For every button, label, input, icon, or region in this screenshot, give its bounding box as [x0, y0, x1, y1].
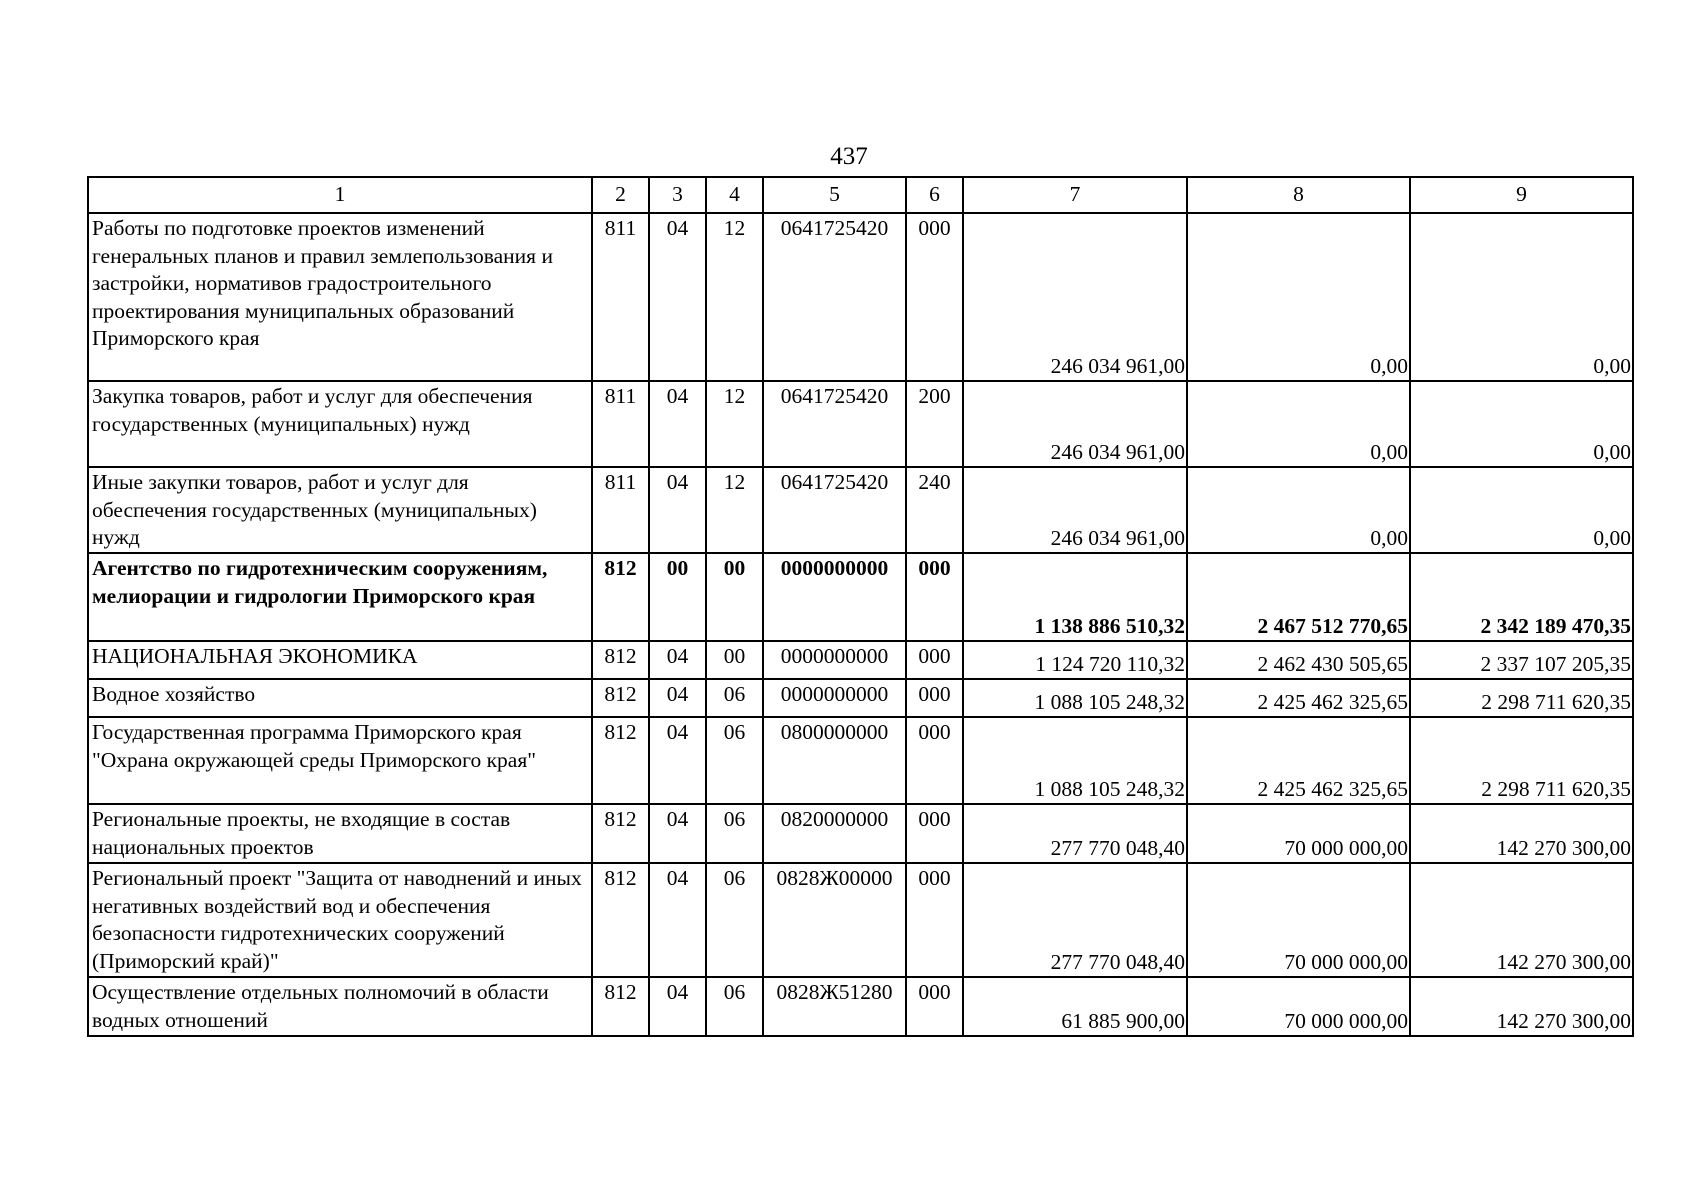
- code-cell: 812: [592, 717, 649, 804]
- code-cell: 0820000000: [763, 804, 906, 863]
- amount-cell: 142 270 300,00: [1410, 863, 1633, 977]
- table-row: [88, 863, 1633, 977]
- code-cell: 000: [906, 553, 963, 641]
- amount-cell: 142 270 300,00: [1410, 977, 1633, 1036]
- amount-cell: 2 337 107 205,35: [1410, 641, 1633, 679]
- table-row: [88, 804, 1633, 863]
- amount-cell: 1 088 105 248,32: [963, 679, 1187, 717]
- amount-cell: 0,00: [1410, 381, 1633, 467]
- code-cell: 000: [906, 863, 963, 977]
- code-cell: 04: [649, 213, 706, 381]
- code-cell: 812: [592, 804, 649, 863]
- amount-cell: 0,00: [1187, 213, 1410, 381]
- code-cell: 0641725420: [763, 381, 906, 467]
- code-cell: 000: [906, 641, 963, 679]
- amount-cell: 142 270 300,00: [1410, 804, 1633, 863]
- code-cell: 04: [649, 381, 706, 467]
- code-cell: 00: [649, 553, 706, 641]
- code-cell: 12: [706, 213, 763, 381]
- code-cell: 0641725420: [763, 213, 906, 381]
- column-header: 6: [906, 177, 963, 213]
- code-cell: 200: [906, 381, 963, 467]
- row-name: Осуществление отдельных полномочий в области водных отношений: [88, 977, 592, 1036]
- amount-cell: 0,00: [1187, 381, 1410, 467]
- code-cell: 811: [592, 467, 649, 553]
- table-row: [88, 553, 1633, 641]
- amount-cell: 61 885 900,00: [963, 977, 1187, 1036]
- amount-cell: 246 034 961,00: [963, 381, 1187, 467]
- code-cell: 04: [649, 717, 706, 804]
- column-header: 2: [592, 177, 649, 213]
- code-cell: 0828Ж51280: [763, 977, 906, 1036]
- code-cell: 0000000000: [763, 679, 906, 717]
- code-cell: 12: [706, 467, 763, 553]
- code-cell: 240: [906, 467, 963, 553]
- column-number-row: [88, 177, 1633, 213]
- code-cell: 812: [592, 641, 649, 679]
- amount-cell: 2 425 462 325,65: [1187, 717, 1410, 804]
- code-cell: 06: [706, 679, 763, 717]
- code-cell: 06: [706, 863, 763, 977]
- code-cell: 04: [649, 977, 706, 1036]
- code-cell: 04: [649, 863, 706, 977]
- code-cell: 06: [706, 804, 763, 863]
- code-cell: 812: [592, 553, 649, 641]
- budget-table: [87, 176, 1634, 1037]
- table-row: [88, 977, 1633, 1036]
- code-cell: 812: [592, 863, 649, 977]
- amount-cell: 70 000 000,00: [1187, 977, 1410, 1036]
- code-cell: 04: [649, 679, 706, 717]
- amount-cell: 2 298 711 620,35: [1410, 717, 1633, 804]
- column-header: 1: [88, 177, 592, 213]
- amount-cell: 2 298 711 620,35: [1410, 679, 1633, 717]
- row-name: Иные закупки товаров, работ и услуг для обеспечения государственных (муниципальных) нужд: [88, 467, 592, 553]
- code-cell: 00: [706, 553, 763, 641]
- row-name: Водное хозяйство: [88, 679, 592, 717]
- row-name: Работы по подготовке проектов изменений генеральных планов и правил землепользования и застройки, нормативов градостроительного проектирования муниципальных образований Приморского края: [88, 213, 592, 381]
- column-header: 3: [649, 177, 706, 213]
- code-cell: 000: [906, 804, 963, 863]
- amount-cell: 277 770 048,40: [963, 804, 1187, 863]
- amount-cell: 70 000 000,00: [1187, 863, 1410, 977]
- code-cell: 812: [592, 977, 649, 1036]
- table-row: [88, 679, 1633, 717]
- code-cell: 04: [649, 804, 706, 863]
- amount-cell: 2 462 430 505,65: [1187, 641, 1410, 679]
- code-cell: 000: [906, 717, 963, 804]
- row-name: Агентство по гидротехническим сооружениям, мелиорации и гидрологии Приморского края: [88, 553, 592, 641]
- row-name: Государственная программа Приморского края "Охрана окружающей среды Приморского края": [88, 717, 592, 804]
- code-cell: 000: [906, 977, 963, 1036]
- row-name: Закупка товаров, работ и услуг для обеспечения государственных (муниципальных) нужд: [88, 381, 592, 467]
- amount-cell: 2 425 462 325,65: [1187, 679, 1410, 717]
- code-cell: 04: [649, 641, 706, 679]
- amount-cell: 0,00: [1187, 467, 1410, 553]
- amount-cell: 0,00: [1410, 467, 1633, 553]
- code-cell: 000: [906, 679, 963, 717]
- amount-cell: 1 124 720 110,32: [963, 641, 1187, 679]
- column-header: 8: [1187, 177, 1410, 213]
- code-cell: 06: [706, 717, 763, 804]
- row-name: НАЦИОНАЛЬНАЯ ЭКОНОМИКА: [88, 641, 592, 679]
- code-cell: 0828Ж00000: [763, 863, 906, 977]
- amount-cell: 246 034 961,00: [963, 213, 1187, 381]
- code-cell: 0000000000: [763, 641, 906, 679]
- code-cell: 0800000000: [763, 717, 906, 804]
- row-name: Региональные проекты, не входящие в состав национальных проектов: [88, 804, 592, 863]
- amount-cell: 0,00: [1410, 213, 1633, 381]
- table-row: [88, 213, 1633, 381]
- table-row: [88, 381, 1633, 467]
- table-row: [88, 641, 1633, 679]
- code-cell: 811: [592, 381, 649, 467]
- code-cell: 00: [706, 641, 763, 679]
- code-cell: 0641725420: [763, 467, 906, 553]
- amount-cell: 277 770 048,40: [963, 863, 1187, 977]
- amount-cell: 2 467 512 770,65: [1187, 553, 1410, 641]
- amount-cell: 1 138 886 510,32: [963, 553, 1187, 641]
- page-number: 437: [830, 143, 868, 170]
- code-cell: 04: [649, 467, 706, 553]
- code-cell: 0000000000: [763, 553, 906, 641]
- column-header: 9: [1410, 177, 1633, 213]
- row-name: Региональный проект "Защита от наводнений и иных негативных воздействий вод и обеспечения безопасности гидротехнических сооружений (Приморский край)": [88, 863, 592, 977]
- code-cell: 812: [592, 679, 649, 717]
- amount-cell: 70 000 000,00: [1187, 804, 1410, 863]
- column-header: 4: [706, 177, 763, 213]
- column-header: 7: [963, 177, 1187, 213]
- code-cell: 000: [906, 213, 963, 381]
- table-row: [88, 467, 1633, 553]
- code-cell: 811: [592, 213, 649, 381]
- amount-cell: 1 088 105 248,32: [963, 717, 1187, 804]
- amount-cell: 246 034 961,00: [963, 467, 1187, 553]
- code-cell: 12: [706, 381, 763, 467]
- code-cell: 06: [706, 977, 763, 1036]
- amount-cell: 2 342 189 470,35: [1410, 553, 1633, 641]
- table-row: [88, 717, 1633, 804]
- column-header: 5: [763, 177, 906, 213]
